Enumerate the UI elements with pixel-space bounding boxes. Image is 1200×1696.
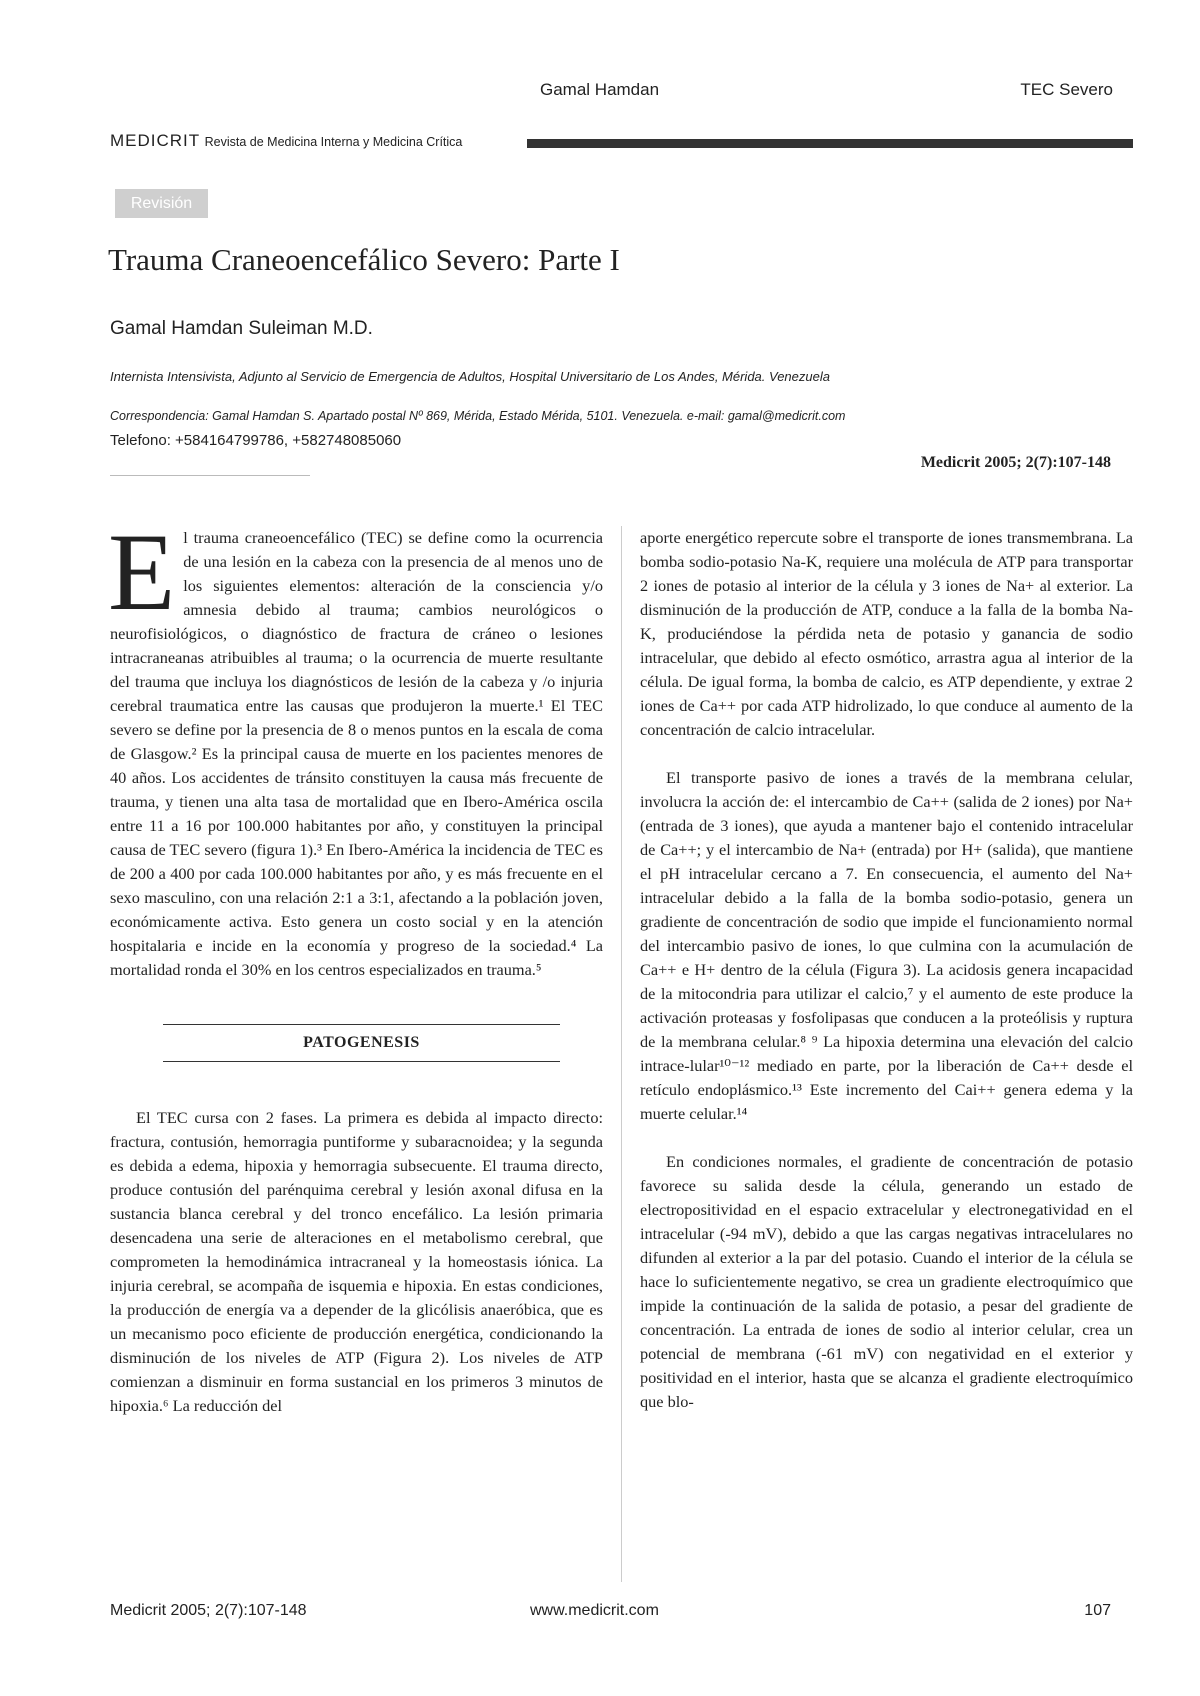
footer-citation: Medicrit 2005; 2(7):107-148: [110, 1602, 307, 1619]
paragraph: En condiciones normales, el gradiente de concentración de potasio favorece su salida desde la célula, generando un estado de electropositividad en el espacio extracelular y electronegatividad en el intracelular (-94 mV), debido a que las cargas negativas intracelulares no difunden al exterior a la par del potasio. Cuando el interior de la célula se hace lo suficientemente negativo, se crea un gradiente electroquímico que impide la continuación de la salida de potasio, a pesar del gradiente de concentración. La entrada de iones de sodio al interior celular, crea un potencial de membrana (-61 mV) con negatividad en el exterior y positividad en el interior, hasta que se alcanza el gradiente electroquímico que blo-: [640, 1152, 1133, 1411]
paragraph: aporte energético repercute sobre el transporte de iones transmembrana. La bomba sodio-potasio Na-K, requiere una molécula de ATP para transportar 2 iones de potasio al interior de la célula y 3 iones de Na+ al exterior. La disminución de la producción de ATP, conduce a la falla de la bomba Na-K, produciéndose la pérdida neta de potasio y ganancia de sodio intracelular, que debido al efecto osmótico, arrastra agua al interior de la célula. De igual forma, la bomba de calcio, es ATP dependiente, y extrae 2 iones de Ca++ por cada ATP hidrolizado, lo que conduce al aumento de la concentración de calcio intracelular.: [640, 528, 1133, 739]
journal-full-name: Revista de Medicina Interna y Medicina Crítica: [204, 135, 463, 149]
paragraph: El transporte pasivo de iones a través de la membrana celular, involucra la acción de: el intercambio de Ca++ (salida de 2 iones) por Na+ (entrada de 3 iones), que ayuda a mantener bajo el contenido intracelular de Ca++; y el intercambio de Na+ (entrada) por H+ (salida), que mantiene el pH intracelular cercano a 7. En consecuencia, el aumento del Na+ intracelular debido a la falla de la bomba sodio-potasio, genera un gradiente de concentración de sodio que impide el funcionamiento normal del intercambio pasivo de iones, lo que culmina con la acumulación de Ca++ e H+ dentro de la célula (Figura 3). La acidosis genera incapacidad de la mitocondria para utilizar el calcio,⁷ y el aumento de este produce la activación proteasas y fosfolipasas que conducen a la proteólisis y ruptura de la membrana celular.⁸ ⁹ La hipoxia determina una elevación del calcio intrace-lular¹⁰⁻¹² mediado en parte, por la liberación de Ca++ desde el retículo endoplásmico.¹³ Este incremento del Cai++ genera edema y la muerte celular.¹⁴: [640, 768, 1133, 1123]
section-badge: Revisión: [115, 189, 208, 218]
paragraph: El TEC cursa con 2 fases. La primera es debida al impacto directo: fractura, contusión, hemorragia puntiforme y subaracnoidea; y la segunda es debida a edema, hipoxia y hemorragia subsecuente. El trauma directo, produce contusión del parénquima cerebral y lesión axonal difusa en la sustancia blanca cerebral y del tronco encefálico. La lesión primaria desencadena una serie de alteraciones en el metabolismo cerebral, que comprometen la hemodinámica intracraneal y la homeostasis iónica. La injuria cerebral, se acompaña de isquemia e hipoxia. En estas condiciones, la producción de energía va a depender de la glicólisis anaeróbica, que es un mecanismo poco eficiente de producción energética, condicionando la disminución de los niveles de ATP (Figura 2). Los niveles de ATP comienzan a disminuir en forma sustancial en los primeros 3 minutos de hipoxia.⁶ La reducción del: [110, 1108, 603, 1415]
article-citation: Medicrit 2005; 2(7):107-148: [920, 454, 1111, 471]
left-column: [108, 511, 603, 1418]
intro-text: l trauma craneoencefálico (TEC) se define como la ocurrencia de una lesión en la cabeza con la presencia de al menos uno de los siguientes elementos: alteración de la consciencia y/o amnesia debido al trauma; cambios neurológicos o neurofisiológicos, o diagnóstico de fractura de cráneo o lesiones intracraneanas atribuibles al trauma; o la ocurrencia de muerte resultante del trauma que incluya los diagnósticos de lesión de la cabeza y /o injuria cerebral traumatica entre las causas que produjeron la muerte.¹ El TEC severo se define por la presencia de 8 o menos puntos en la escala de coma de Glasgow.² Es la principal causa de muerte en los pacientes menores de 40 años. Los accidentes de tránsito constituyen la causa más frecuente de trauma, y tienen una alta tasa de mortalidad que en Ibero-América oscila entre 11 a 16 por 100.000 habitantes por año, y constituyen la principal causa de TEC severo (figura 1).³ En Ibero-América la incidencia de TEC es de 200 a 400 por cada 100.000 habitantes por año, y es más frecuente en el sexo masculino, con una relación 2:1 a 3:1, afectando a la población joven, económicamente activa. Esto genera un costo social y en la atención hospitalaria e incide en la economía y progreso de la sociedad.⁴ La mortalidad ronda el 30% en los centros especializados en trauma.⁵: [110, 528, 603, 979]
page-number: 107: [1084, 1602, 1111, 1619]
author-name: Gamal Hamdan Suleiman M.D.: [110, 318, 373, 339]
running-header-author: Gamal Hamdan: [540, 80, 660, 99]
journal-abbr: MEDICRIT: [110, 131, 201, 150]
column-divider: [621, 526, 622, 1582]
correspondence: Correspondencia: Gamal Hamdan S. Apartado postal Nº 869, Mérida, Estado Mérida, 5101. Venezuela. e-mail: gamal@medicrit.com: [110, 409, 846, 423]
footer-url[interactable]: www.medicrit.com: [530, 1602, 659, 1619]
intro-paragraph: [108, 511, 603, 982]
article-title: Trauma Craneoencefálico Severo: Parte I: [108, 242, 620, 277]
right-column: [640, 526, 1133, 1414]
header-rule: [110, 475, 310, 476]
section-heading-patogenesis: PATOGENESIS: [163, 1024, 560, 1062]
running-header-topic: TEC Severo: [1020, 80, 1113, 99]
journal-header-bar: [527, 139, 1133, 148]
phone: Telefono: +584164799786, +582748085060: [110, 432, 402, 449]
author-affiliation: Internista Intensivista, Adjunto al Servicio de Emergencia de Adultos, Hospital Universitario de Los Andes, Mérida. Venezuela: [110, 369, 830, 384]
journal-brand: [110, 131, 462, 151]
drop-cap: E: [108, 511, 176, 633]
